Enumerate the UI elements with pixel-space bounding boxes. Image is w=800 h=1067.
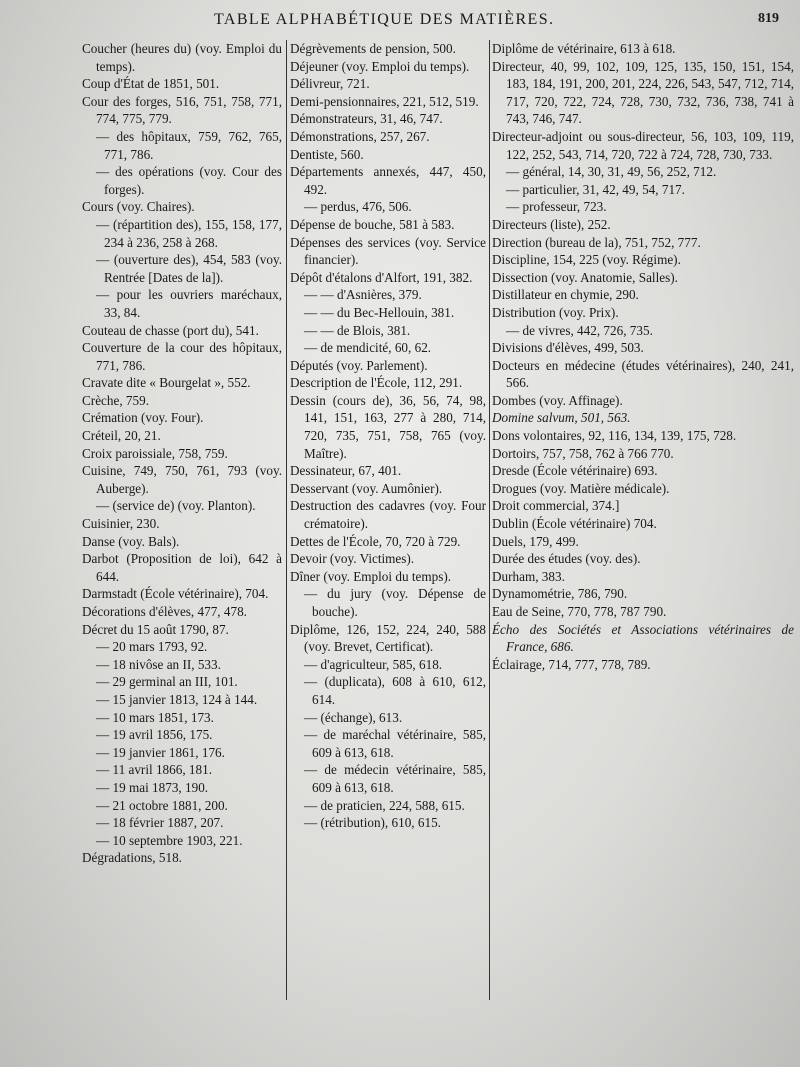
index-subentry: — de médecin vétérinaire, 585, 609 à 613, 618.: [304, 762, 486, 795]
index-subentry: — (duplicata), 608 à 610, 612, 614.: [304, 674, 486, 707]
index-subentry: — (échange), 613.: [304, 709, 403, 725]
index-entry: Dîner (voy. Emploi du temps).: [290, 568, 452, 584]
index-entry: Diplôme de vétérinaire, 613 à 618.: [492, 41, 676, 56]
index-entry: Darbot (Proposition de loi), 642 à 644.: [82, 551, 282, 584]
index-entry: Dessin (cours de), 36, 56, 74, 98, 141, 151, 163, 277 à 280, 714, 720, 735, 751, 758, 765 (voy. Maître).: [290, 392, 486, 461]
index-entry: Cravate dite « Bourgelat », 552.: [82, 375, 251, 391]
index-entry: Croix paroissiale, 758, 759.: [82, 445, 228, 461]
index-entry: Discipline, 154, 225 (voy. Régime).: [492, 252, 681, 268]
index-entry: Dégradations, 518.: [82, 850, 182, 866]
index-entry: Écho des Sociétés et Associations vétérinaires de France, 686.: [492, 621, 794, 655]
index-subentry: — de mendicité, 60, 62.: [304, 340, 432, 356]
index-subentry: — de vivres, 442, 726, 735.: [506, 322, 653, 338]
index-entry: Coup d'État de 1851, 501.: [82, 76, 220, 92]
index-entry: Départements annexés, 447, 450, 492.: [290, 164, 486, 197]
index-entry: Dépenses des services (voy. Service financier).: [290, 234, 486, 268]
index-entry: Demi-pensionnaires, 221, 512, 519.: [290, 93, 479, 109]
index-column-2: [290, 40, 486, 832]
index-entry: Démonstrations, 257, 267.: [290, 128, 430, 144]
index-entry: Éclairage, 714, 777, 778, 789.: [492, 656, 651, 672]
index-entry: Devoir (voy. Victimes).: [290, 551, 415, 567]
column-divider: [489, 40, 490, 1000]
index-entry: Cours (voy. Chaires).: [82, 199, 195, 215]
index-entry: Divisions d'élèves, 499, 503.: [492, 340, 644, 356]
index-subentry: — des opérations (voy. Cour des forges).: [96, 164, 282, 197]
page-number: 819: [758, 11, 779, 26]
index-entry: Crèche, 759.: [82, 392, 150, 408]
index-subentry: — 19 janvier 1861, 176.: [96, 744, 225, 760]
index-subentry: — 21 octobre 1881, 200.: [96, 797, 228, 813]
index-subentry: — 11 avril 1866, 181.: [96, 762, 212, 778]
index-entry: Diplôme, 126, 152, 224, 240, 588 (voy. Brevet, Certificat).: [290, 621, 486, 655]
index-entry: Députés (voy. Parlement).: [290, 357, 428, 373]
index-subentry: — 20 mars 1793, 92.: [96, 639, 208, 655]
index-entry: Crémation (voy. Four).: [82, 410, 204, 426]
index-entry: Darmstadt (École vétérinaire), 704.: [82, 586, 269, 602]
index-subentry: — 18 février 1887, 207.: [96, 815, 224, 831]
index-entry: Dombes (voy. Affinage).: [492, 392, 623, 408]
index-entry: Directeurs (liste), 252.: [492, 216, 611, 232]
index-entry: Décret du 15 août 1790, 87.: [82, 621, 229, 637]
index-entry: Dresde (École vétérinaire) 693.: [492, 463, 658, 479]
index-column-1: [82, 40, 282, 867]
index-entry: Danse (voy. Bals).: [82, 533, 180, 549]
index-entry: Droit commercial, 374.]: [492, 498, 620, 514]
index-entry: Déjeuner (voy. Emploi du temps).: [290, 58, 470, 74]
index-entry: Drogues (voy. Matière médicale).: [492, 480, 670, 496]
index-entry: Dentiste, 560.: [290, 146, 364, 162]
index-entry: Dépense de bouche, 581 à 583.: [290, 216, 455, 232]
index-subentry: — perdus, 476, 506.: [304, 199, 412, 215]
index-entry: Dublin (École vétérinaire) 704.: [492, 516, 657, 532]
running-header: [0, 8, 800, 34]
index-subentry: — de maréchal vétérinaire, 585, 609 à 613, 618.: [304, 727, 486, 760]
index-entry: Docteurs en médecine (études vétérinaires), 240, 241, 566.: [492, 357, 794, 391]
index-subentry: — 19 mai 1873, 190.: [96, 779, 209, 795]
index-entry: Dissection (voy. Anatomie, Salles).: [492, 269, 678, 285]
index-entry: Créteil, 20, 21.: [82, 428, 161, 444]
index-subentry: — 18 nivôse an II, 533.: [96, 656, 221, 672]
index-subentry: — 15 janvier 1813, 124 à 144.: [96, 691, 258, 707]
index-entry: Dons volontaires, 92, 116, 134, 139, 175, 728.: [492, 428, 737, 444]
index-entry: Couteau de chasse (port du), 541.: [82, 322, 259, 338]
index-subentry: — (ouverture des), 454, 583 (voy. Rentrée [Dates de la]).: [96, 252, 282, 285]
index-subentry: — — du Bec-Hellouin, 381.: [304, 304, 455, 320]
index-subentry: — des hôpitaux, 759, 762, 765, 771, 786.: [96, 128, 282, 162]
index-entry: Duels, 179, 499.: [492, 533, 579, 549]
column-divider: [286, 40, 287, 1000]
index-subentry: — de praticien, 224, 588, 615.: [304, 797, 465, 813]
index-entry: Direction (bureau de la), 751, 752, 777.: [492, 234, 701, 250]
index-subentry: — général, 14, 30, 31, 49, 56, 252, 712.: [506, 164, 717, 180]
index-entry: Cour des forges, 516, 751, 758, 771, 774, 775, 779.: [82, 93, 282, 127]
index-entry: Dessinateur, 67, 401.: [290, 463, 402, 479]
index-subentry: — 19 avril 1856, 175.: [96, 727, 213, 743]
index-entry: Directeur, 40, 99, 102, 109, 125, 135, 150, 151, 154, 183, 184, 191, 200, 201, 224, 226, 543, 547, 712, 714, 717, 720, 722, 724, 728, 730, 732, 736, 738, 741 à 743, 746, 747.: [492, 58, 794, 127]
index-entry: Description de l'École, 112, 291.: [290, 375, 463, 391]
index-subentry: — — d'Asnières, 379.: [304, 287, 422, 303]
page-title: TABLE ALPHABÉTIQUE DES MATIÈRES.: [214, 11, 555, 28]
index-entry: Couverture de la cour des hôpitaux, 771, 786.: [82, 340, 282, 373]
index-subentry: — (service de) (voy. Planton).: [96, 498, 256, 514]
index-entry: Délivreur, 721.: [290, 76, 370, 92]
index-subentry: — du jury (voy. Dépense de bouche).: [304, 586, 486, 619]
index-subentry: — d'agriculteur, 585, 618.: [304, 656, 443, 672]
index-entry: Durée des études (voy. des).: [492, 551, 641, 567]
index-entry: Destruction des cadavres (voy. Four crématoire).: [290, 498, 486, 532]
index-entry: Dortoirs, 757, 758, 762 à 766 770.: [492, 445, 674, 461]
index-entry: Eau de Seine, 770, 778, 787 790.: [492, 604, 667, 619]
index-entry: Durham, 383.: [492, 568, 565, 584]
index-subentry: — professeur, 723.: [506, 199, 607, 215]
index-entry: Domine salvum, 501, 563.: [492, 410, 631, 426]
index-column-3: [492, 40, 794, 673]
index-entry: Démonstrateurs, 31, 46, 747.: [290, 111, 443, 127]
index-subentry: — (rétribution), 610, 615.: [304, 815, 441, 831]
index-entry: Dynamométrie, 786, 790.: [492, 586, 628, 602]
index-subentry: — 10 mars 1851, 173.: [96, 709, 214, 725]
index-subentry: — 29 germinal an III, 101.: [96, 674, 238, 690]
index-entry: Directeur-adjoint ou sous-directeur, 56, 103, 109, 119, 122, 252, 543, 714, 720, 722 à 724, 728, 730, 733.: [492, 128, 794, 162]
index-subentry: — — de Blois, 381.: [304, 322, 411, 338]
index-entry: Coucher (heures du) (voy. Emploi du temps).: [82, 41, 282, 74]
index-subentry: — pour les ouvriers maréchaux, 33, 84.: [96, 287, 282, 320]
index-entry: Décorations d'élèves, 477, 478.: [82, 604, 247, 619]
index-entry: Dépôt d'étalons d'Alfort, 191, 382.: [290, 269, 473, 285]
index-entry: Dettes de l'École, 70, 720 à 729.: [290, 533, 461, 549]
index-entry: Desservant (voy. Aumônier).: [290, 480, 443, 496]
index-entry: Distillateur en chymie, 290.: [492, 287, 639, 303]
index-entry: Cuisine, 749, 750, 761, 793 (voy. Auberge).: [82, 463, 282, 496]
index-subentry: — (répartition des), 155, 158, 177, 234 à 236, 258 à 268.: [96, 216, 282, 250]
index-entry: Dégrèvements de pension, 500.: [290, 41, 456, 56]
index-subentry: — particulier, 31, 42, 49, 54, 717.: [506, 181, 685, 197]
index-subentry: — 10 septembre 1903, 221.: [96, 832, 243, 848]
index-entry: Cuisinier, 230.: [82, 516, 160, 532]
index-entry: Distribution (voy. Prix).: [492, 304, 619, 320]
